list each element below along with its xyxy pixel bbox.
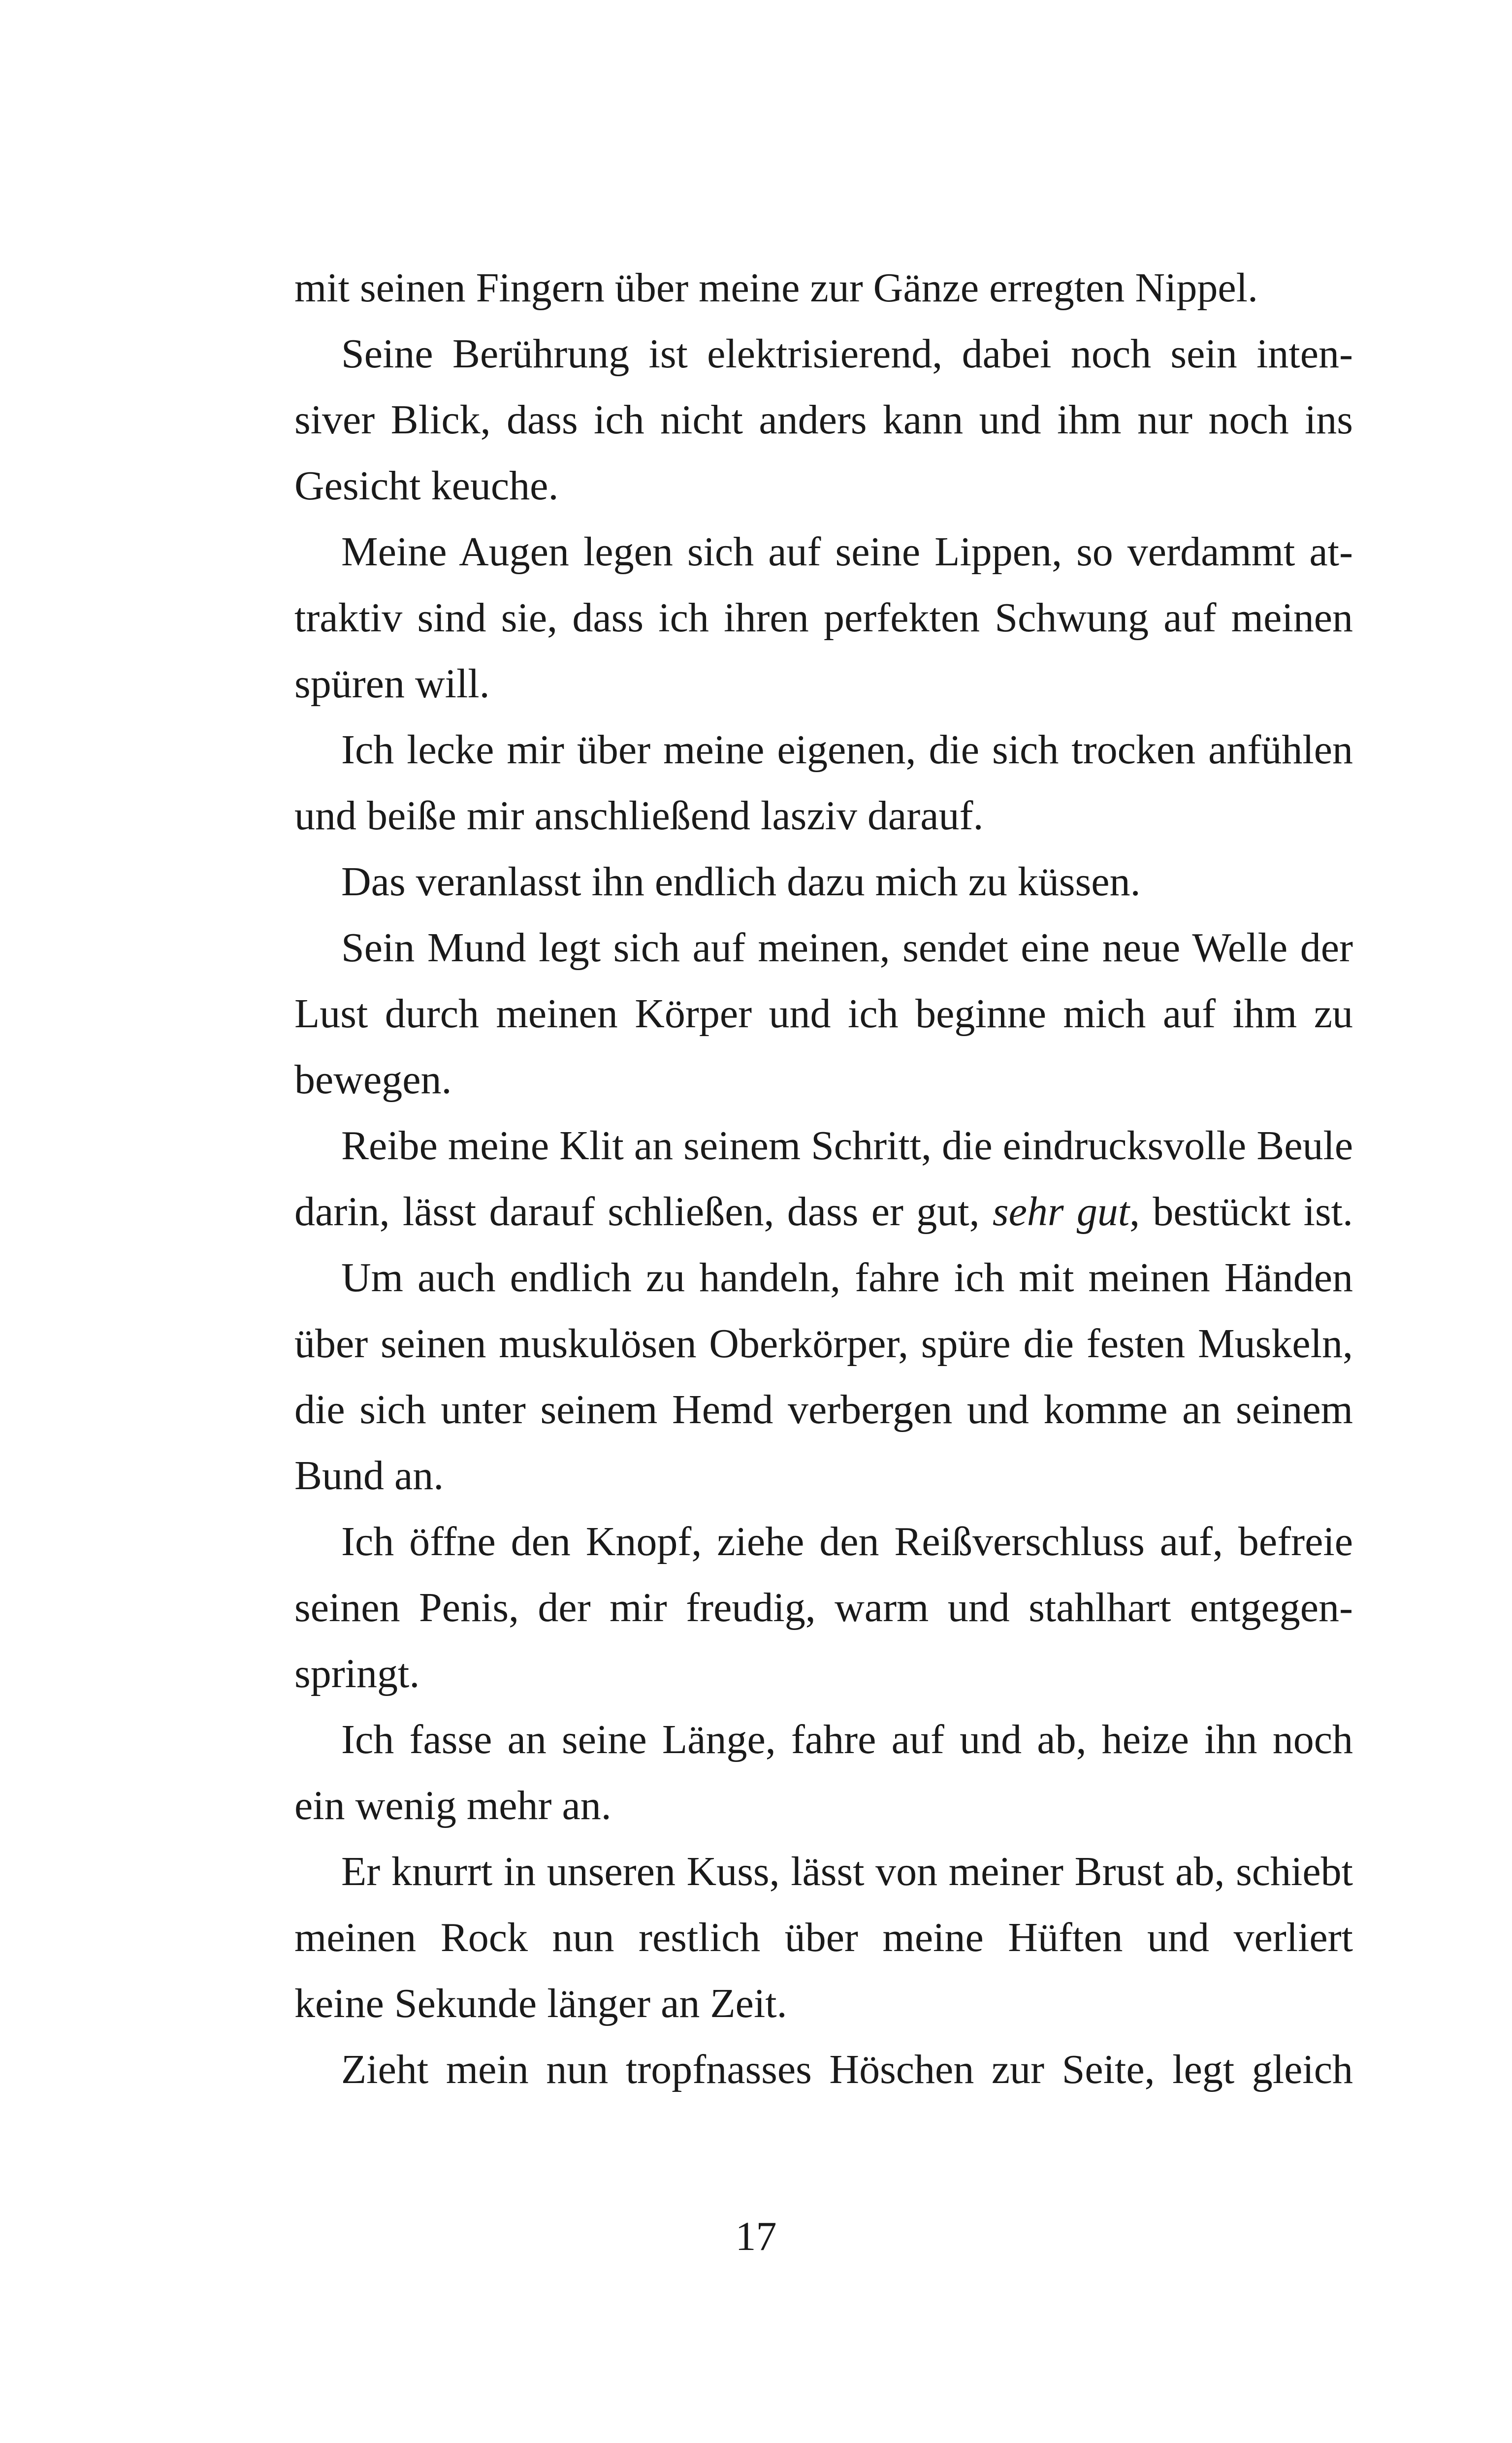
text-line: Das veranlasst ihn endlich dazu mich zu küssen.: [341, 859, 1141, 905]
text-line: die sich unter seinem Hemd verbergen und komme an seinem: [294, 1387, 1353, 1433]
text-line: Er knurrt in unseren Kuss, lässt von meiner Brust ab, schiebt: [341, 1849, 1353, 1894]
text-line: Reibe meine Klit an seinem Schritt, die eindrucksvolle Beule: [341, 1123, 1353, 1169]
text-line: Gesicht keuche.: [294, 463, 559, 509]
text-segment: darin, lässt darauf schließen, dass er gut,: [294, 1189, 993, 1235]
text-line: Meine Augen legen sich auf seine Lippen, so verdammt at-: [341, 529, 1353, 575]
text-line: Bund an.: [294, 1453, 444, 1498]
text-line: [294, 1179, 1353, 1245]
text-line: meinen Rock nun restlich über meine Hüften und verliert: [294, 1915, 1353, 1960]
page-number: 17: [735, 2214, 777, 2259]
text-line: keine Sekunde länger an Zeit.: [294, 1981, 787, 2026]
text-line: und beiße mir anschließend lasziv darauf.: [294, 793, 984, 839]
body-text: [294, 255, 1353, 2103]
text-line: Ich fasse an seine Länge, fahre auf und ab, heize ihn noch: [341, 1717, 1353, 1762]
text-line: bewegen.: [294, 1057, 452, 1103]
text-line: Sein Mund legt sich auf meinen, sendet eine neue Welle der: [341, 925, 1353, 971]
text-line: über seinen muskulösen Oberkörper, spüre die festen Muskeln,: [294, 1321, 1353, 1367]
text-line: Zieht mein nun tropfnasses Höschen zur Seite, legt gleich: [341, 2047, 1353, 2092]
text-line: spüren will.: [294, 661, 490, 707]
text-segment: , bestückt ist.: [1129, 1189, 1353, 1235]
text-line: Seine Berührung ist elektrisierend, dabei noch sein inten-: [341, 331, 1353, 377]
text-line: seinen Penis, der mir freudig, warm und stahlhart entgegen-: [294, 1585, 1353, 1630]
text-line: ein wenig mehr an.: [294, 1783, 611, 1828]
text-line: traktiv sind sie, dass ich ihren perfekten Schwung auf meinen: [294, 595, 1353, 641]
text-line: springt.: [294, 1651, 420, 1696]
text-line: Um auch endlich zu handeln, fahre ich mit meinen Händen: [341, 1255, 1353, 1301]
text-line: siver Blick, dass ich nicht anders kann und ihm nur noch ins: [294, 397, 1353, 443]
text-line: Ich öffne den Knopf, ziehe den Reißverschluss auf, befreie: [341, 1519, 1353, 1564]
text-line: mit seinen Fingern über meine zur Gänze erregten Nippel.: [294, 265, 1258, 311]
text-line: Ich lecke mir über meine eigenen, die sich trocken anfühlen: [341, 727, 1353, 773]
text-line: Lust durch meinen Körper und ich beginne mich auf ihm zu: [294, 991, 1353, 1037]
emphasized-text: sehr gut: [992, 1189, 1130, 1235]
